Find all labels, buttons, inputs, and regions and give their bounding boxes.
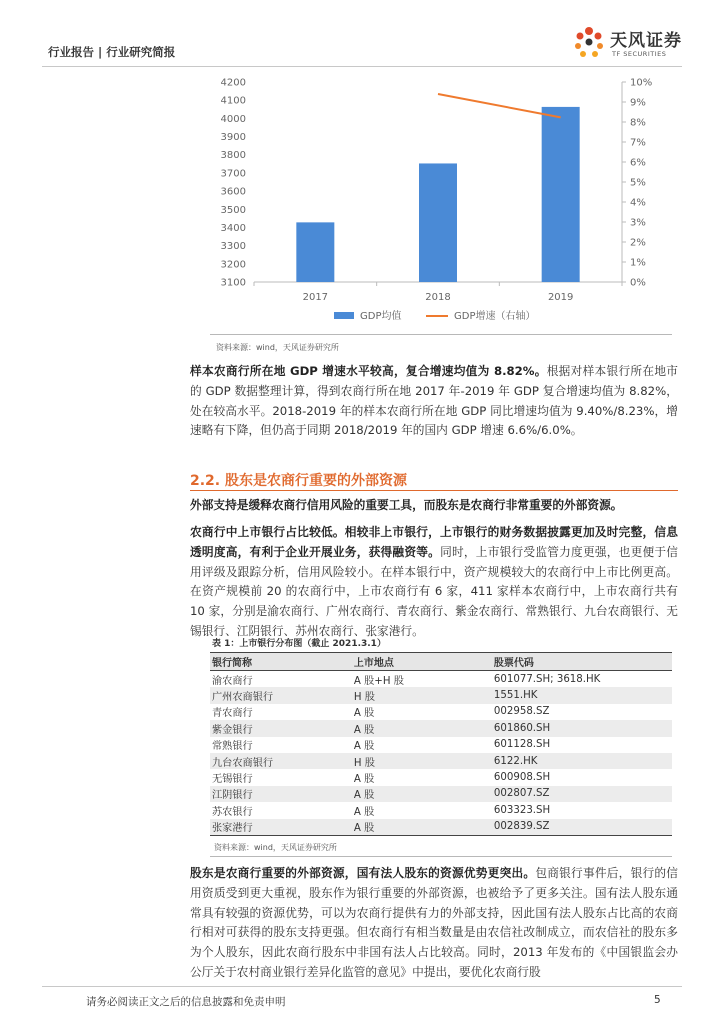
cell-bank: 青农商行 [212, 708, 253, 720]
paragraph-external-support [190, 496, 678, 516]
cell-code: 600908.SH [493, 772, 551, 784]
table-row [210, 687, 672, 703]
cell-code: 1551.HK [492, 687, 672, 703]
cell-bank: 渝农商行 [212, 675, 253, 687]
right-axis-tick-label: 10% [630, 77, 653, 89]
footer-divider [42, 986, 682, 987]
cell-code: 6122.HK [492, 753, 672, 769]
left-axis-tick-label: 3300 [220, 241, 246, 253]
x-axis-tick-label: 2017 [302, 292, 329, 303]
table-row [210, 819, 672, 836]
right-axis-tick-label: 1% [630, 257, 646, 269]
cell-listing: A 股 [353, 708, 375, 720]
table-row [210, 704, 672, 720]
legend-label-gdp-mean: GDP均值 [360, 311, 402, 322]
cell-listing: A 股 [353, 806, 375, 818]
table-row [210, 671, 672, 688]
table-row [210, 769, 672, 785]
left-axis-tick-label: 3800 [220, 150, 246, 162]
paragraph-shareholders-body: 包商银行事件后，银行的信用资质受到更大重视，股东作为银行重要的外部资源，也被给予了更多关注。国有法人股东通常具有较强的资源优势，可以为农商行提供有力的外部支持，因此国有法人股东占比高的农商行相对可获得的股东支持更强。但农商行有相当数量是由农信社改制成立，而农信社的股东多为个人股东，因此农商行股东中非国有法人占比较高。同时，2013 年发布的《中国银监会办公厅关于农村商业银行差异化监管的意见》中提出，要优化农商行股 [190, 866, 678, 979]
bar-gdp-2018 [419, 163, 457, 282]
left-axis-tick-label: 3500 [220, 204, 246, 216]
listed-banks-table [210, 652, 672, 836]
section-title: 2.2. 股东是农商行重要的外部资源 [190, 473, 407, 489]
paragraph-listed-banks [190, 523, 678, 642]
left-axis-tick-label: 3400 [220, 222, 246, 234]
left-axis-tick-label: 4100 [220, 95, 246, 107]
cell-bank: 苏农银行 [212, 806, 253, 818]
column-header-code: 股票代码 [492, 653, 672, 671]
paragraph-external-support-lead: 外部支持是缓释农商行信用风险的重要工具，而股东是农商行非常重要的外部资源。 [190, 498, 623, 512]
cell-bank: 九台农商银行 [210, 753, 352, 769]
cell-bank: 张家港行 [210, 819, 352, 836]
paragraph-gdp-growth [190, 362, 678, 441]
left-axis-tick-label: 4200 [220, 77, 246, 89]
right-axis-tick-label: 8% [630, 117, 646, 129]
table-row [210, 753, 672, 769]
left-axis-tick-label: 3600 [220, 186, 246, 198]
table-source: 资料来源：wind，天风证券研究所 [214, 843, 337, 852]
legend-label-gdp-growth: GDP增速（右轴） [454, 311, 536, 322]
chart-source: 资料来源：wind，天风证券研究所 [216, 343, 339, 352]
gdp-chart [190, 74, 670, 334]
column-header-listing: 上市地点 [352, 653, 492, 671]
section-underline [190, 490, 678, 491]
column-header-bank: 银行简称 [210, 653, 352, 671]
cell-listing: A 股+H 股 [353, 675, 404, 687]
chart-bottom-rule [210, 334, 672, 335]
paragraph-listed-banks-lead: 农商行中上市银行占比较低。相较非上市银行，上市银行的财务数据披露更加及时完整，信息透明度高，有利于企业开展业务，获得融资等。 [190, 525, 678, 559]
table-title: 表 1：上市银行分布图（截止 2021.3.1） [212, 639, 386, 649]
left-axis-tick-label: 3700 [220, 168, 246, 180]
bar-gdp-2017 [296, 222, 334, 282]
cell-code: 601128.SH [493, 739, 551, 751]
gdp-chart-svg [190, 74, 670, 334]
page-number: 5 [654, 994, 661, 1006]
report-category: 行业报告 | 行业研究简报 [48, 45, 176, 59]
left-axis-tick-label: 3200 [220, 259, 246, 271]
cell-bank: 无锡银行 [212, 774, 253, 786]
paragraph-gdp-growth-body: 根据对样本银行所在地市的 GDP 数据整理计算，得到农商行所在地 2017 年-2019 年 GDP 复合增速均值为 8.82%，处在较高水平。2018-2019 年的样本农商行所在地 GDP 同比增速均值为 9.40%/8.23%，增速略有下降，但仍高于同期 2018/2019 年的国内 GDP 增速 6.6%/6.0%。 [190, 364, 678, 438]
page-header [0, 0, 724, 72]
cell-code: 002807.SZ [492, 786, 672, 802]
cell-listing: A 股 [352, 786, 492, 802]
right-axis-tick-label: 9% [630, 97, 646, 109]
table-row [210, 737, 672, 753]
cell-bank: 江阴银行 [210, 786, 352, 802]
x-axis-tick-label: 2018 [425, 292, 451, 303]
line-gdp-growth [438, 94, 561, 117]
paragraph-shareholders-lead: 股东是农商行重要的外部资源，国有法人股东的资源优势更突出。 [190, 866, 536, 880]
right-axis-tick-label: 6% [630, 157, 646, 169]
paragraph-gdp-growth-lead: 样本农商行所在地 GDP 增速水平较高，复合增速均值为 8.82%。 [190, 364, 547, 378]
table-row [210, 802, 672, 818]
cell-code: 002839.SZ [492, 819, 672, 836]
right-axis-tick-label: 7% [630, 137, 646, 149]
company-logo [570, 20, 690, 64]
cell-listing: A 股 [352, 720, 492, 736]
table-header-row [210, 653, 672, 671]
left-axis-tick-label: 4000 [220, 113, 246, 125]
table-bottom-rule [210, 856, 672, 857]
right-axis-tick-label: 4% [630, 197, 646, 209]
cell-code: 603323.SH [493, 804, 551, 816]
right-axis-tick-label: 5% [630, 177, 646, 189]
cell-listing: A 股 [353, 741, 375, 753]
cell-code: 002958.SZ [493, 706, 550, 718]
cell-listing: H 股 [352, 687, 492, 703]
cell-listing: A 股 [352, 819, 492, 836]
footer-disclaimer: 请务必阅读正文之后的信息披露和免责申明 [86, 996, 286, 1008]
cell-bank: 广州农商银行 [210, 687, 352, 703]
right-axis-tick-label: 2% [630, 237, 646, 249]
table-row [210, 720, 672, 736]
logo-name-en: TF SECURITIES [612, 50, 667, 58]
legend-swatch-gdp-mean [334, 312, 354, 319]
right-axis-tick-label: 3% [630, 217, 646, 229]
left-axis-tick-label: 3100 [220, 277, 246, 289]
logo-name-cn: 天风证券 [610, 31, 682, 51]
table-row [210, 786, 672, 802]
cell-bank: 常熟银行 [212, 741, 253, 753]
paragraph-shareholders [190, 864, 678, 983]
logo-flower-icon [570, 22, 608, 62]
cell-code: 601860.SH [492, 720, 672, 736]
cell-listing: H 股 [352, 753, 492, 769]
cell-code: 601077.SH; 3618.HK [493, 673, 601, 685]
x-axis-tick-label: 2019 [547, 292, 574, 303]
left-axis-tick-label: 3900 [220, 132, 246, 144]
header-divider [42, 66, 682, 67]
bar-gdp-2019 [542, 107, 580, 282]
cell-bank: 紫金银行 [210, 720, 352, 736]
right-axis-tick-label: 0% [630, 277, 646, 289]
paragraph-listed-banks-body: 同时，上市银行受监管力度更强，也更便于信用评级及跟踪分析，信用风险较小。在样本银行中，资产规模较大的农商行中上市比例更高。在资产规模前 20 的农商行中，上市农商行有 6 家，411 家样本农商行中，上市农商行共有 10 家，分别是渝农商行、广州农商行、青农商行、紫金农商行、常熟银行、九台农商银行、无锡银行、江阴银行、苏州农商行、张家港行。 [190, 544, 678, 638]
cell-listing: A 股 [353, 774, 375, 786]
